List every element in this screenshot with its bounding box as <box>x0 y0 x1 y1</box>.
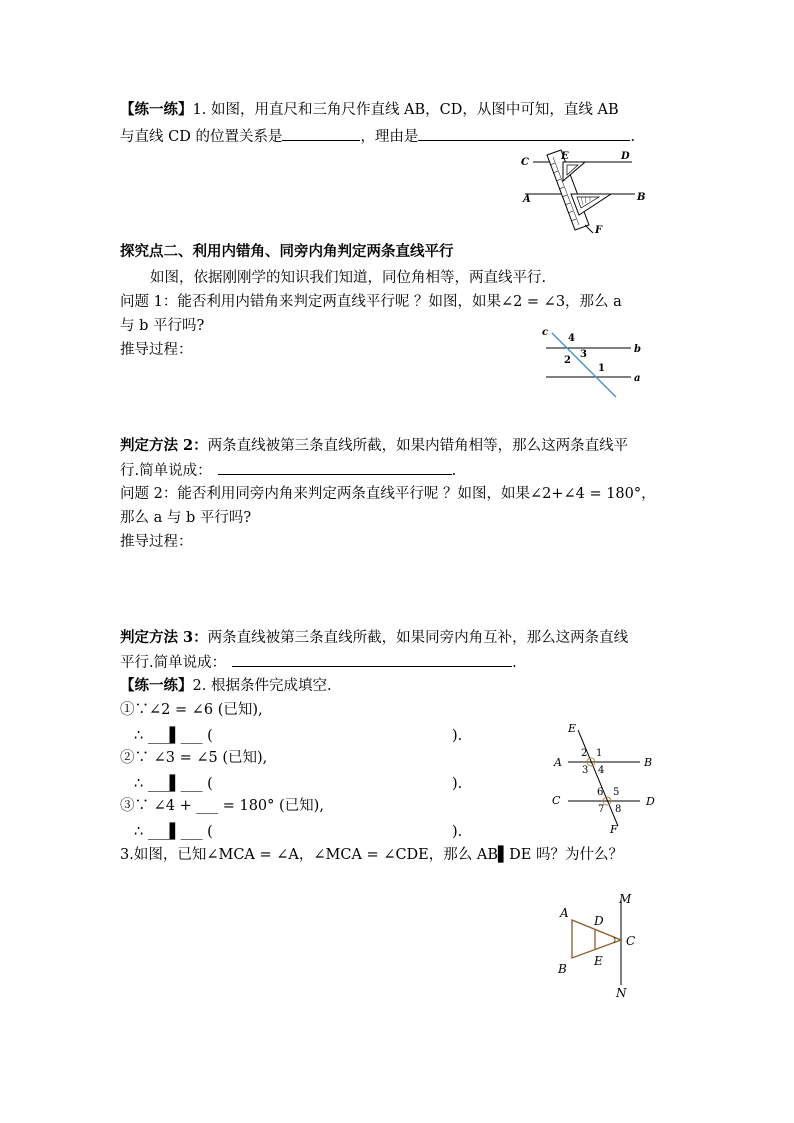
fig4-label-A: A <box>560 906 569 920</box>
fig4-label-M: M <box>619 892 632 906</box>
method2-blank[interactable] <box>218 460 452 475</box>
fig1-label-D: D <box>621 151 630 162</box>
method3-end: . <box>512 655 517 671</box>
derivation1-label: 推导过程： <box>120 342 193 358</box>
fig3-angle-6: 6 <box>597 787 604 798</box>
practice2-item2: ②∵ ∠3 = ∠5 (已知), <box>120 750 268 766</box>
method2-short-label: 行.简单说成： <box>120 463 212 479</box>
method2-end: . <box>451 463 457 479</box>
fig3-label-E: E <box>568 722 577 735</box>
fig3-angle-5: 5 <box>613 787 620 798</box>
derivation2-label: 推导过程： <box>120 534 193 550</box>
practice1-text-b: ，理由是 <box>360 129 419 145</box>
fig3-angle-4: 4 <box>598 765 605 776</box>
figure-ruler-triangle <box>515 145 655 235</box>
figure-two-parallels-transversal <box>548 722 663 837</box>
practice1-tag: 【练一练】 <box>120 101 193 118</box>
practice2-item2-close: ). <box>452 776 463 792</box>
fig3-label-C: C <box>552 794 561 807</box>
fig3-label-B: B <box>644 756 653 769</box>
method2-line1 <box>120 436 628 456</box>
method3-line1 <box>120 628 628 648</box>
fig2-angle-3: 3 <box>580 349 587 360</box>
figure-transversal-ab <box>538 325 648 400</box>
question1-line2: 与 b 平行吗? <box>120 318 205 334</box>
practice2-item1: ①∵∠2 = ∠6 (已知), <box>120 702 263 718</box>
method2-line2 <box>120 460 456 481</box>
fig3-label-A: A <box>554 756 562 769</box>
practice2-item3-close: ). <box>452 824 463 840</box>
fig3-label-D: D <box>646 795 655 808</box>
practice2-tag: 【练一练】 <box>120 677 193 694</box>
fig4-label-B: B <box>558 962 567 976</box>
fig1-label-B: B <box>637 192 646 203</box>
method2-text: 两条直线被第三条直线所截，如果内错角相等，那么这两条直线平 <box>207 438 629 454</box>
practice1-blank-relation[interactable] <box>282 126 360 141</box>
practice1-blank-reason[interactable] <box>418 126 630 141</box>
fig4-label-C: C <box>626 934 636 948</box>
method3-short-label: 平行.简单说成： <box>120 655 227 671</box>
practice2-item3-answer[interactable]: ∴ ___▌___ ( <box>134 824 213 840</box>
practice1-question: 1. 如图，用直尺和三角尺作直线 AB，CD，从图中可知，直线 AB <box>192 102 619 118</box>
fig1-label-E: E <box>561 151 569 162</box>
practice1-line1 <box>120 100 619 120</box>
question2-line2: 那么 a 与 b 平行吗? <box>120 510 252 526</box>
fig4-label-N: N <box>616 986 627 1000</box>
practice1-text-a: 与直线 CD 的位置关系是 <box>120 129 283 145</box>
practice2-item1-close: ). <box>452 728 463 744</box>
fig1-label-C: C <box>521 157 529 168</box>
fig2-angle-4: 4 <box>568 333 575 344</box>
fig3-angle-2: 2 <box>581 748 588 759</box>
practice2-item1-answer[interactable]: ∴ ___▌___ ( <box>134 728 213 744</box>
question1-line1: 问题 1：能否利用内错角来判定两直线平行呢 ？如图，如果∠2 = ∠3，那么 a <box>120 294 622 310</box>
fig1-label-F: F <box>595 225 603 235</box>
method2-label: 判定方法 2： <box>120 437 208 454</box>
practice1-end: . <box>630 129 636 145</box>
fig3-angle-8: 8 <box>615 804 622 815</box>
method3-blank[interactable] <box>232 652 512 667</box>
question2-line1: 问题 2：能否利用同旁内角来判定两条直线平行呢 ？如图，如果∠2+∠4 = 180°， <box>120 486 656 502</box>
fig4-label-E: E <box>594 954 603 968</box>
fig1-label-A: A <box>523 194 531 205</box>
practice2-item3[interactable]: ③∵ ∠4 + ___ = 180° (已知), <box>120 798 324 814</box>
practice2-title: 2. 根据条件完成填空. <box>192 678 332 694</box>
fig4-label-D: D <box>594 914 604 928</box>
practice2-title-line <box>120 676 332 696</box>
method3-label: 判定方法 3： <box>120 629 208 646</box>
fig2-angle-1: 1 <box>598 363 605 374</box>
fig2-label-c: c <box>542 327 549 338</box>
fig2-label-b: b <box>634 344 641 355</box>
fig2-angle-2: 2 <box>564 355 571 366</box>
practice2-item2-answer[interactable]: ∴ ___▌___ ( <box>134 776 213 792</box>
fig2-label-a: a <box>634 373 641 384</box>
method3-line2 <box>120 652 517 673</box>
practice1-line2 <box>120 126 635 147</box>
method3-text: 两条直线被第三条直线所截，如果同旁内角互补，那么这两条直线 <box>207 630 629 646</box>
fig3-angle-3: 3 <box>582 765 589 776</box>
fig3-label-F: F <box>610 823 618 836</box>
fig3-angle-1: 1 <box>596 748 603 759</box>
fig3-angle-7: 7 <box>598 804 605 815</box>
section2-intro: 如图，依据刚刚学的知识我们知道，同位角相等，两直线平行. <box>150 270 547 286</box>
figure-triangle-mcn <box>550 885 650 1005</box>
question3-text: 3.如图，已知∠MCA = ∠A，∠MCA = ∠CDE，那么 AB▌DE 吗？为什么？ <box>120 847 623 863</box>
section2-title: 探究点二、利用内错角、同旁内角判定两条直线平行 <box>120 243 454 260</box>
